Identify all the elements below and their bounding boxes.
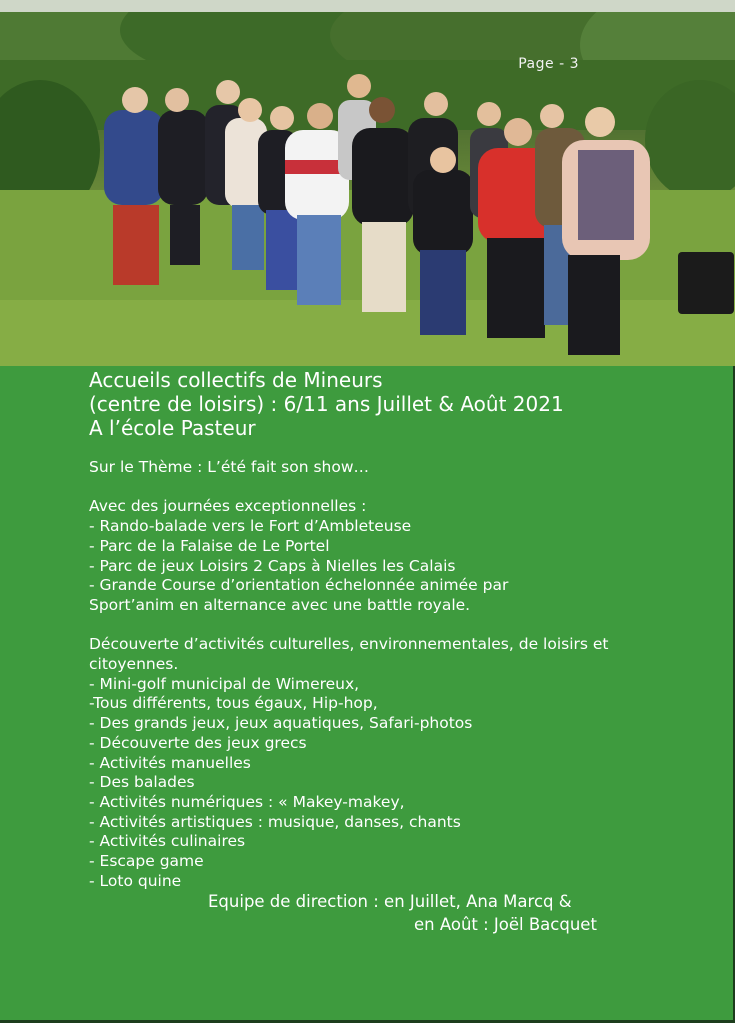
list-item: -Tous différents, tous égaux, Hip-hop, — [89, 694, 378, 713]
list-item: - Loto quine — [89, 871, 182, 890]
group-photo — [0, 0, 735, 366]
list-item: - Découverte des jeux grecs — [89, 733, 307, 752]
program-text — [89, 458, 689, 891]
list-item: - Activités numériques : « Makey-makey, — [89, 792, 405, 811]
list-item: - Mini-golf municipal de Wimereux, — [89, 674, 360, 693]
title-line: A l’école Pasteur — [89, 416, 256, 440]
team-line: en Août : Joël Bacquet — [414, 915, 597, 934]
list-item: - Grande Course d’orientation échelonnée animée par — [89, 576, 509, 595]
list-item: - Rando-balade vers le Fort d’Ambleteuse — [89, 517, 412, 536]
page-number: Page - 3 — [518, 56, 579, 72]
theme-line: Sur le Thème : L’été fait son show… — [89, 458, 370, 476]
team-line: Equipe de direction : en Juillet, Ana Marcq & — [208, 892, 572, 911]
content-panel — [0, 366, 735, 1023]
title-line: (centre de loisirs) : 6/11 ans Juillet & Août 2021 — [89, 392, 564, 416]
group-photo-illustration — [0, 0, 735, 366]
special-days-intro: Avec des journées exceptionnelles : — [89, 497, 367, 516]
list-item: - Des grands jeux, jeux aquatiques, Safari-photos — [89, 714, 473, 733]
list-item: - Des balades — [89, 773, 195, 792]
list-item: - Activités culinaires — [89, 832, 246, 851]
list-item: - Escape game — [89, 852, 204, 871]
discovery-intro: Découverte d’activités culturelles, environnementales, de loisirs et citoyennes. — [89, 635, 609, 673]
list-item: - Parc de jeux Loisirs 2 Caps à Nielles les Calais — [89, 556, 456, 575]
list-item: - Parc de la Falaise de Le Portel — [89, 536, 330, 555]
list-item: Sport’anim en alternance avec une battle royale. — [89, 595, 471, 614]
list-item: - Activités manuelles — [89, 753, 251, 772]
title-line: Accueils collectifs de Mineurs — [89, 368, 383, 392]
page-title — [89, 368, 709, 440]
list-item: - Activités artistiques : musique, danses, chants — [89, 812, 461, 831]
